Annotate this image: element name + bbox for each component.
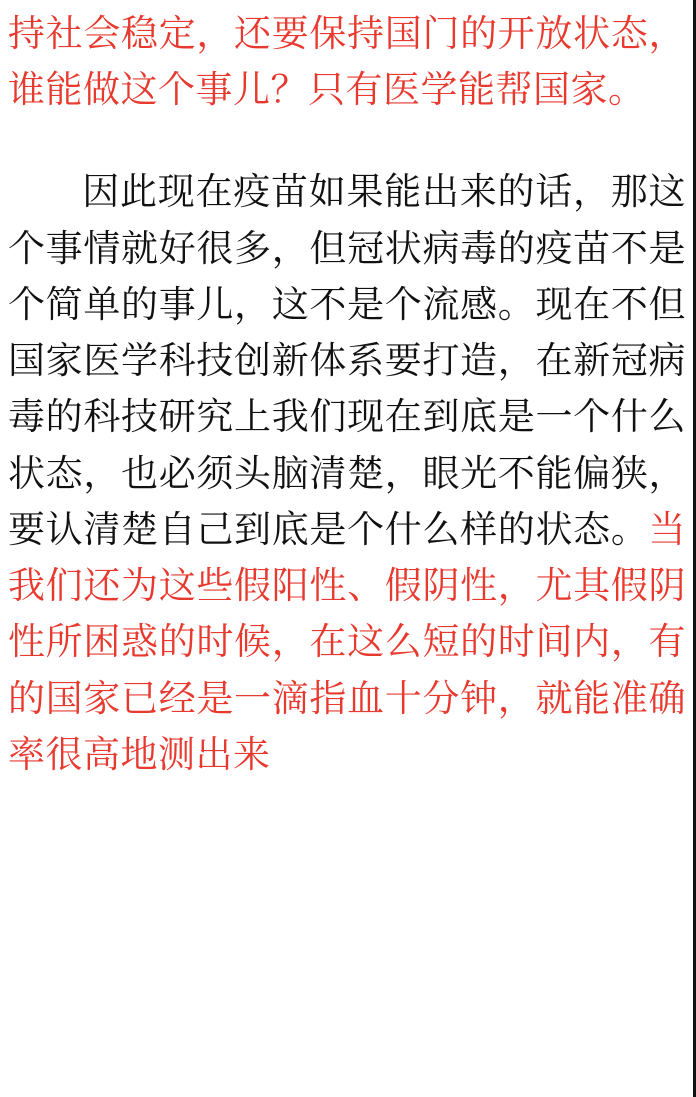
paragraph-2-run-2: 当我们还为这些假阳性、假阴性，尤其假阴性所困惑的时候，在这么短的时间内，有的国家已经是一滴指血十分钟，就能准确率很高地测出来 (8, 508, 686, 775)
paragraph-2-run-1: 因此现在疫苗如果能出来的话，那这个事情就好很多，但冠状病毒的疫苗不是个简单的事儿，这不是个流感。现在不但国家医学科技创新体系要打造，在新冠病毒的科技研究上我们现在到底是一个什么状态，也必须头脑清楚，眼光不能偏狭，要认清楚自己到底是个什么样的状态。 (8, 171, 686, 550)
paragraph-red-opening (8, 0, 686, 118)
paragraph-1-run-1: 持社会稳定，还要保持国门的开放状态，谁能做这个事儿？只有医学能帮国家。 (8, 13, 686, 111)
paragraph-vaccine-discussion (8, 164, 686, 783)
